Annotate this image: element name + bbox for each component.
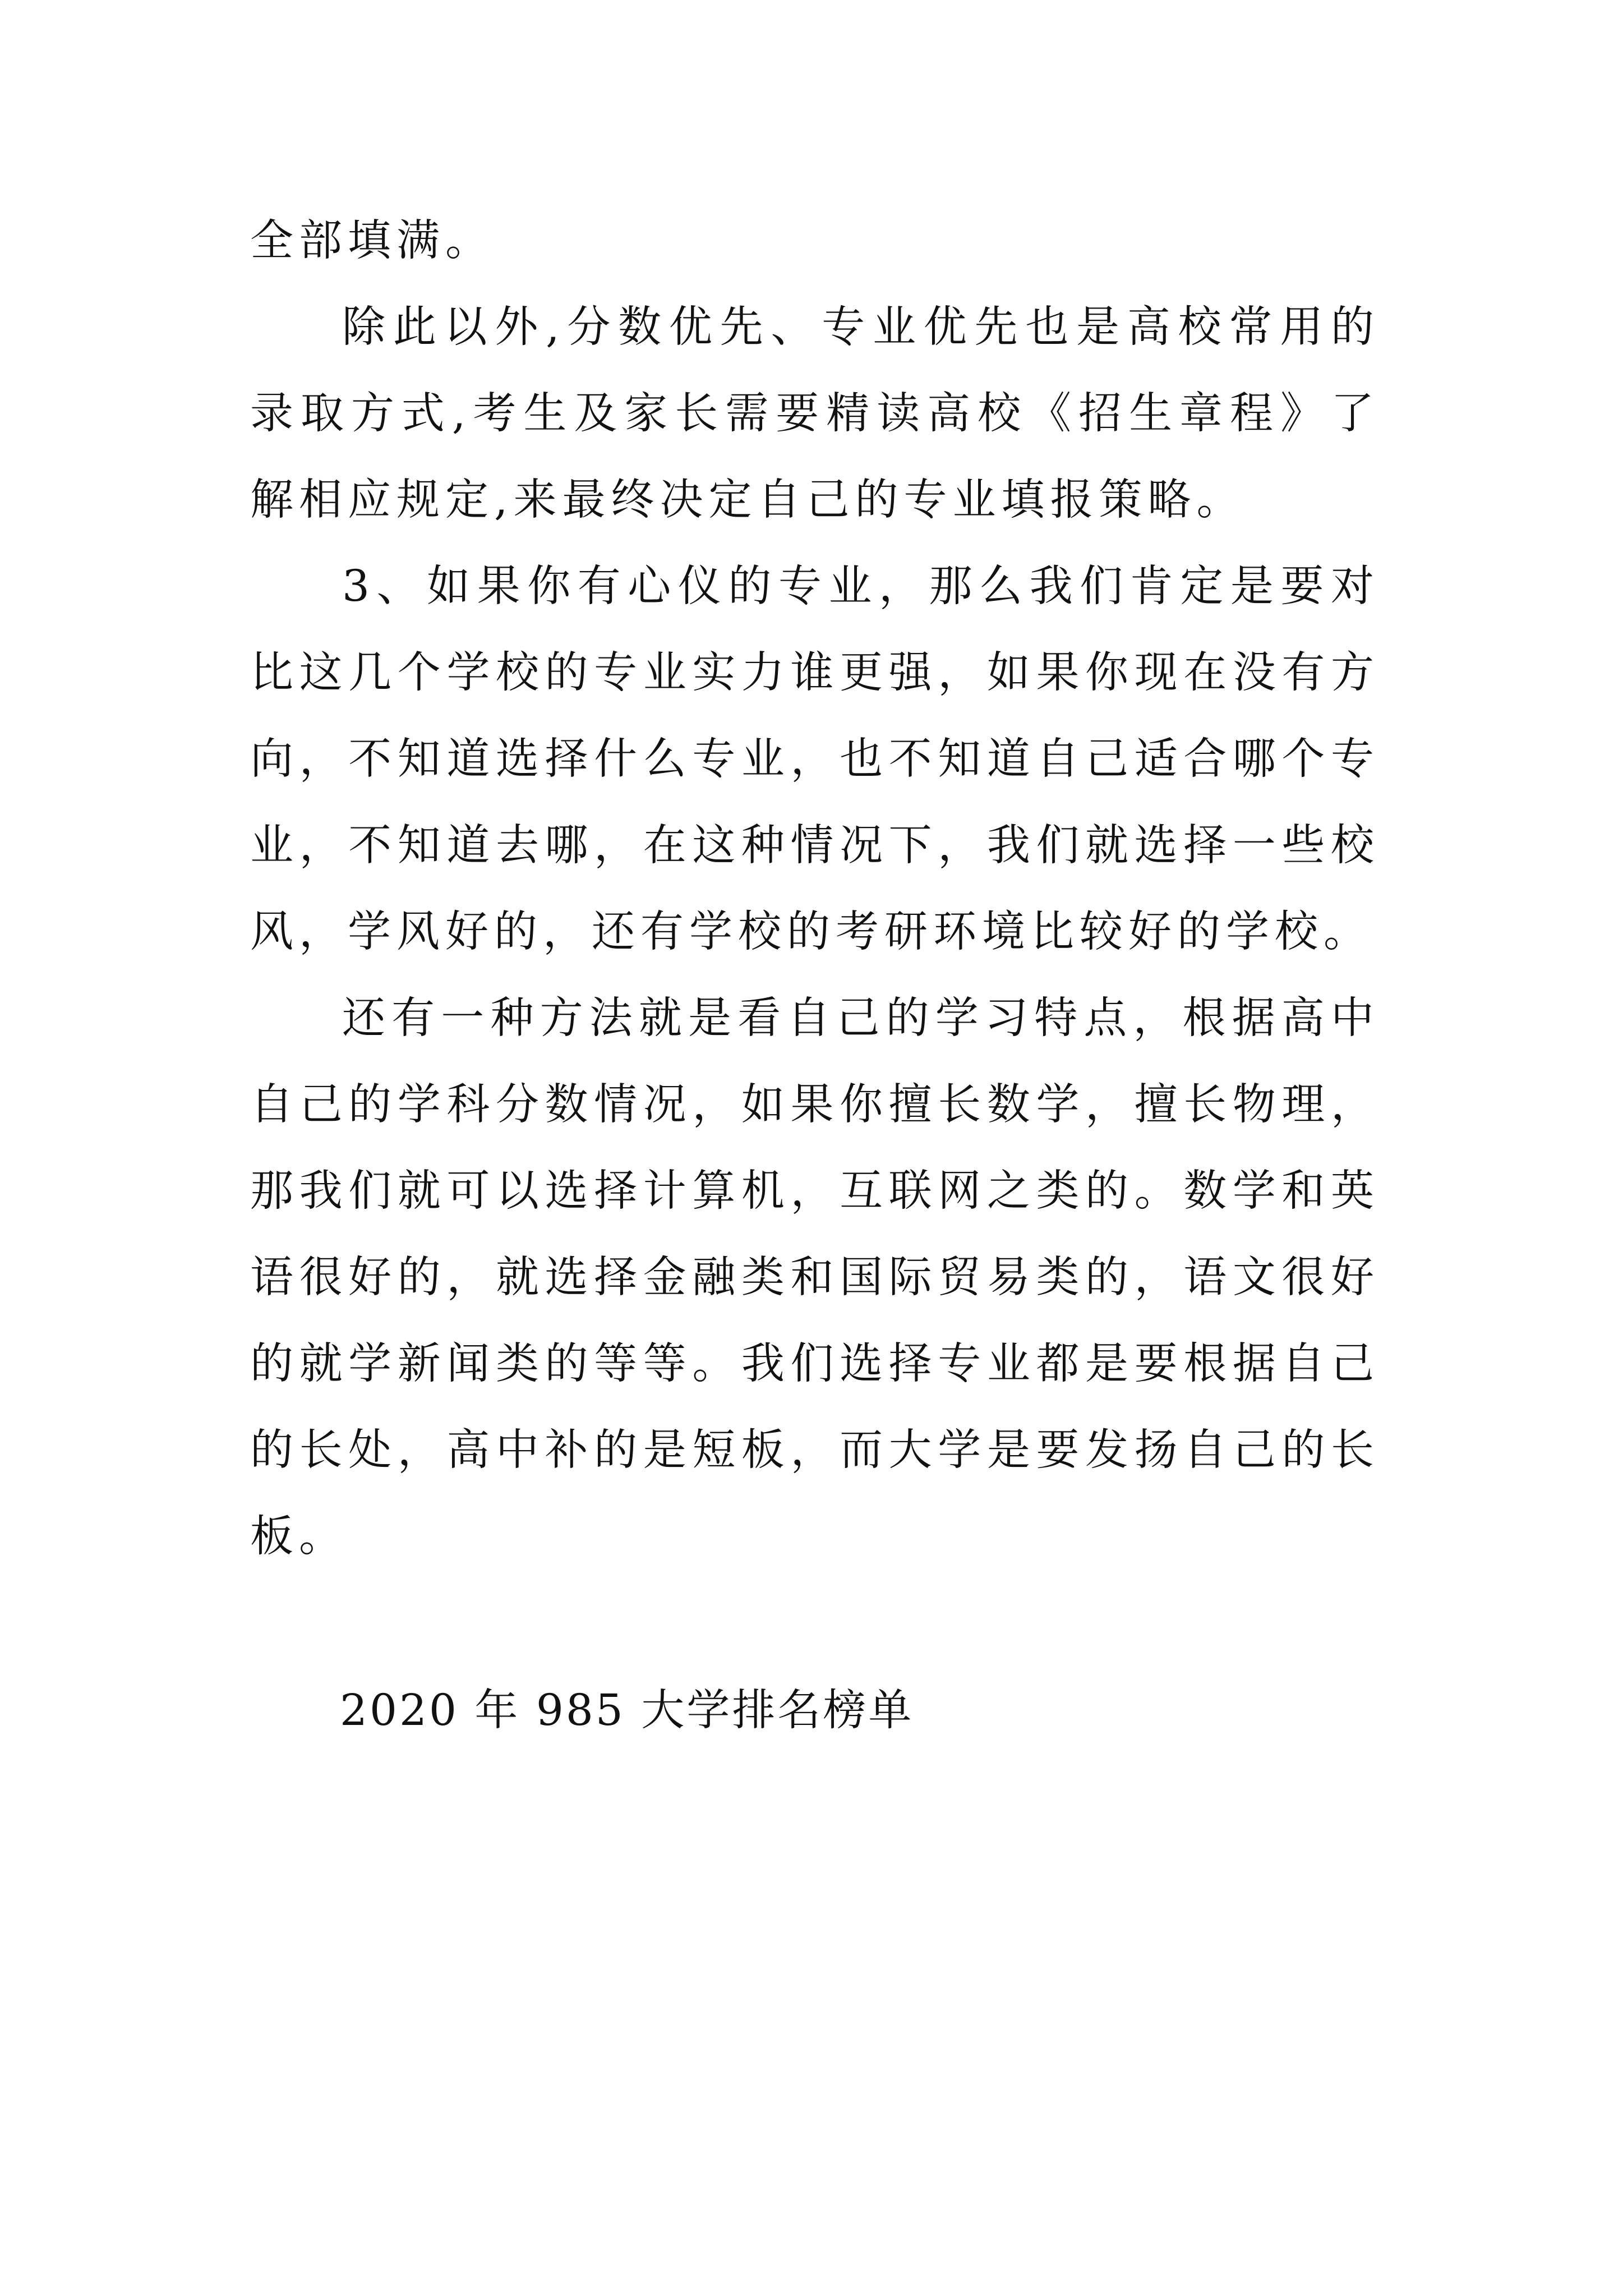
paragraph-choose-major: 3、如果你有心仪的专业，那么我们肯定是要对比这几个学校的专业实力谁更强，如果你现在没有方向，不知道选择什么专业，也不知道自己适合哪个专业，不知道去哪，在这种情况下，我们就选择一些校风，学风好的，还有学校的考研环境比较好的学校。 <box>250 562 1380 957</box>
paragraph-learning-traits: 还有一种方法就是看自己的学习特点，根据高中自己的学科分数情况，如果你擅长数学，擅长物理，那我们就可以选择计算机，互联网之类的。数学和英语很好的，就选择金融类和国际贸易类的，语文很好的就学新闻类的等等。我们选择专业都是要根据自己的长处，高中补的是短板，而大学是要发扬自己的长板。 <box>250 993 1380 1562</box>
body-text <box>250 198 1380 1754</box>
paragraph-admission-methods: 除此以外,分数优先、专业优先也是高校常用的录取方式,考生及家长需要精读高校《招生章程》了解相应规定,来最终决定自己的专业填报策略。 <box>250 302 1380 525</box>
paragraph-continuation: 全部填满。 <box>250 216 494 266</box>
section-heading: 2020 年 985 大学排名榜单 <box>340 1686 914 1736</box>
